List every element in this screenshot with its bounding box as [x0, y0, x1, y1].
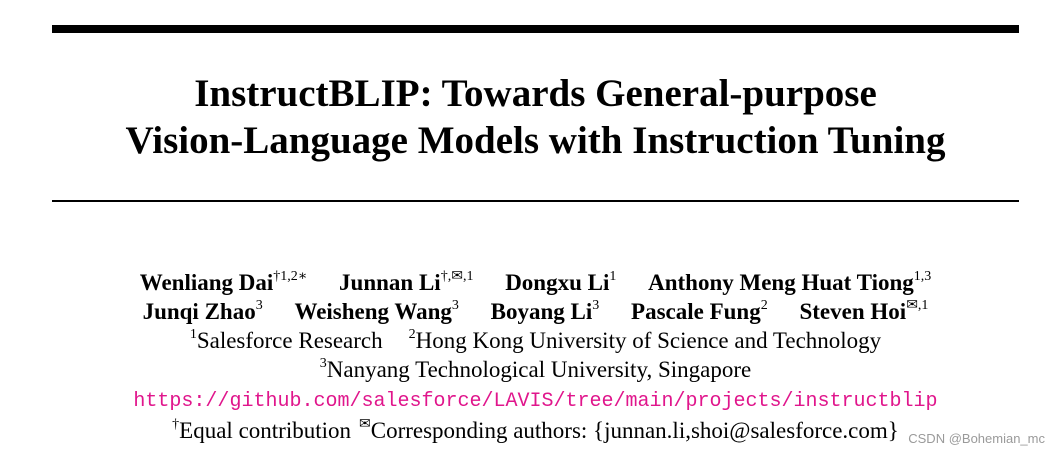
author: Steven Hoi$^{✉,1}$: [799, 298, 929, 324]
equal-contribution-note: Equal contribution: [179, 418, 351, 443]
affiliation-hkust: Hong Kong University of Science and Technology: [415, 328, 882, 353]
author: Junqi Zhao$^3$: [142, 298, 263, 324]
title-line-2: Vision-Language Models with Instruction Tuning: [125, 119, 946, 162]
author: Pascale Fung$^2$: [631, 298, 768, 324]
author: Anthony Meng Huat Tiong$^{1,3}$: [648, 269, 932, 295]
affiliation-ntu: Nanyang Technological University, Singapore: [326, 357, 752, 382]
authors-row-2: [52, 297, 1019, 326]
affiliations-row-2: $^3$Nanyang Technological University, Singapore: [319, 356, 752, 382]
author: Dongxu Li$^1$: [505, 269, 617, 295]
author-block: [52, 268, 1019, 445]
corresponding-authors-note: Corresponding authors: {junnan.li,shoi@salesforce.com}: [370, 418, 899, 443]
paper-title: [52, 70, 1019, 164]
footnote-row: [52, 416, 1019, 445]
project-link-row: [52, 384, 1019, 416]
author: Wenliang Dai$^{\dagger 1,2∗}$: [139, 269, 308, 295]
envelope-icon: ✉: [906, 298, 918, 313]
author: Junnan $Li^{\dagger,✉,1}$: [339, 269, 474, 295]
bottom-rule: [52, 200, 1019, 202]
envelope-icon: ✉: [451, 269, 463, 284]
top-rule: [52, 25, 1019, 33]
affiliations-row-1: $^1$Salesforce Research $^2$Hong Kong University of Science and Technology: [189, 327, 882, 353]
author: Boyang Li$^3$: [490, 298, 600, 324]
affiliation-salesforce: Salesforce Research: [196, 328, 383, 353]
dagger-mark: †: [172, 417, 180, 432]
author: Weisheng Wang$^3$: [294, 298, 459, 324]
envelope-icon: ✉: [359, 417, 371, 432]
title-line-1: InstructBLIP: Towards General-purpose: [194, 72, 877, 115]
watermark: CSDN @Bohemian_mc: [908, 431, 1045, 446]
project-link[interactable]: https://github.com/salesforce/LAVIS/tree/main/projects/instructblip: [133, 390, 938, 413]
authors-row-1: [52, 268, 1019, 297]
